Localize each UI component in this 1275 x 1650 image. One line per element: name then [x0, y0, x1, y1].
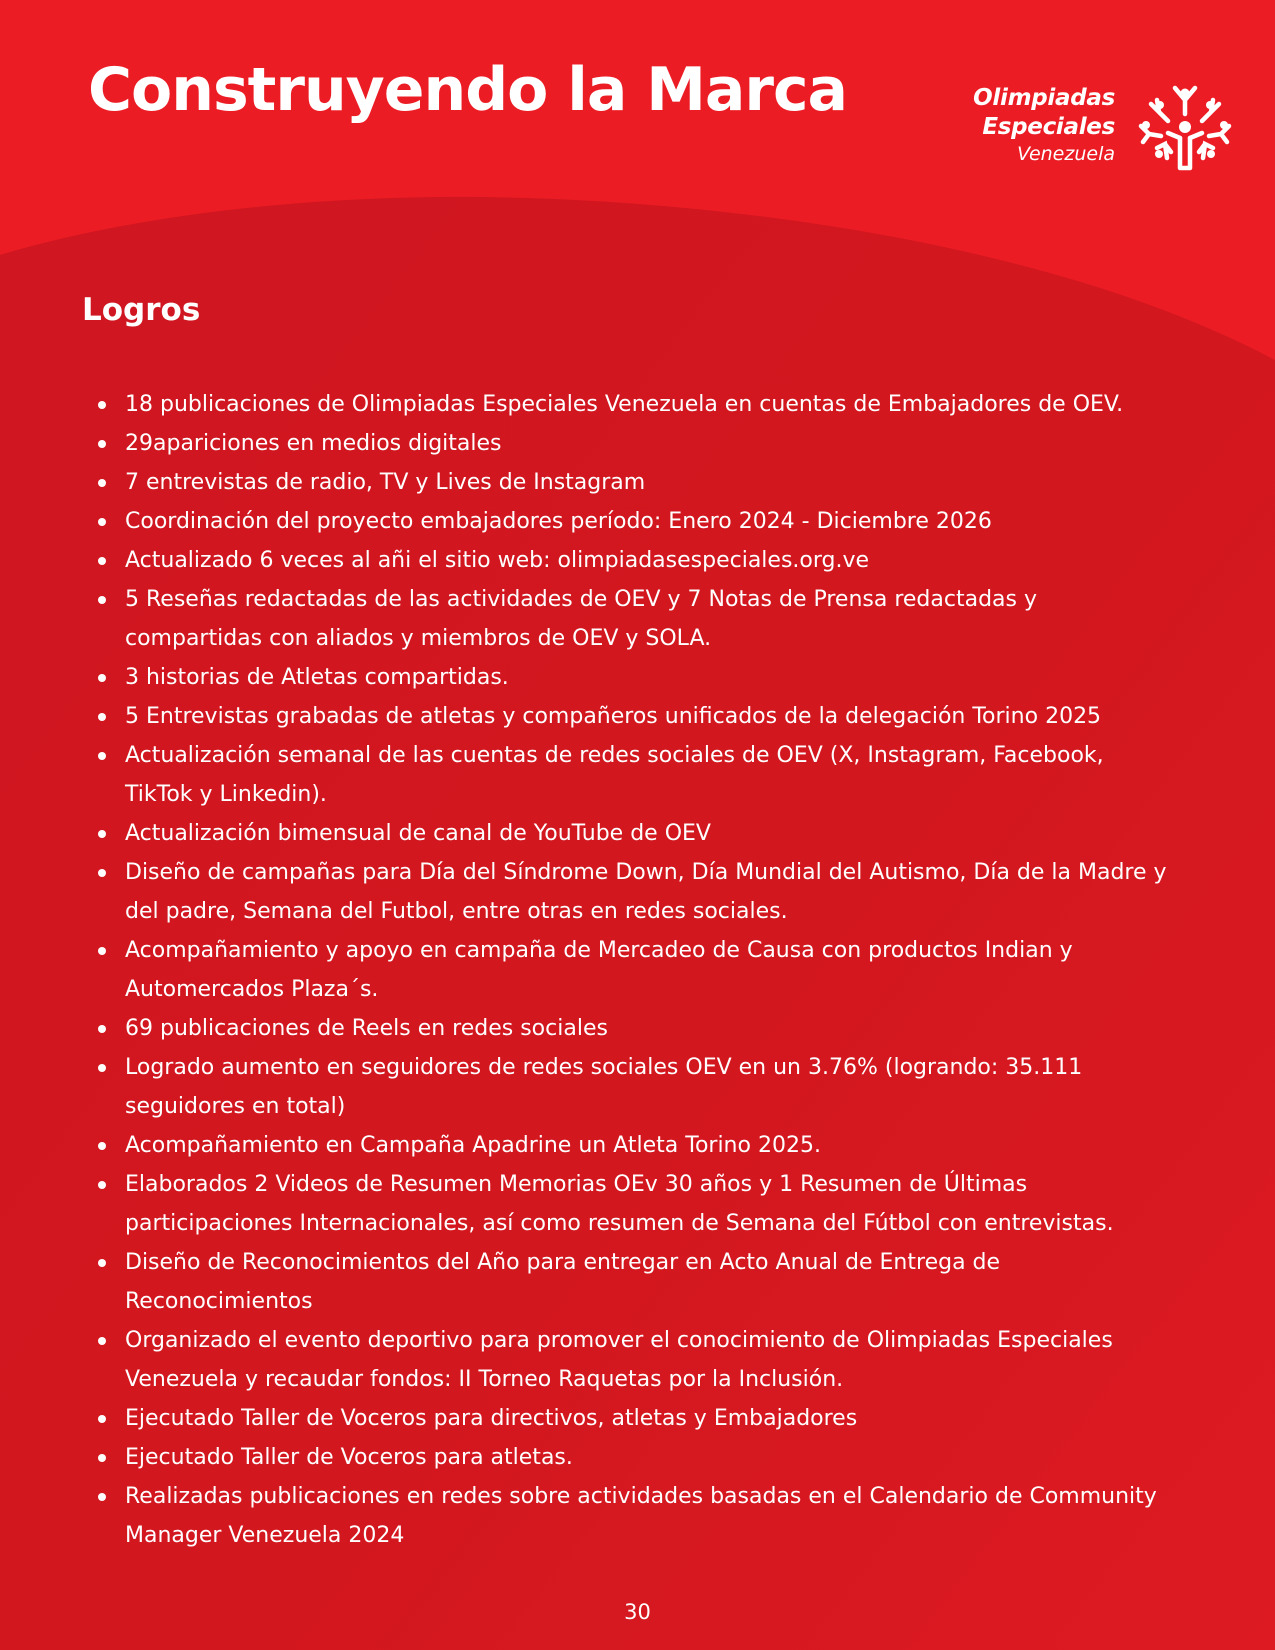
list-item [95, 853, 1175, 931]
logo-wordmark [973, 84, 1115, 166]
list-item-text: Ejecutado Taller de Voceros para directivos, atletas y Embajadores [125, 1406, 858, 1431]
list-item-text: 29apariciones en medios digitales [125, 431, 502, 456]
logo-country: Venezuela [1017, 143, 1115, 165]
list-item [95, 1243, 1175, 1321]
bullet-icon [98, 1142, 106, 1150]
list-item [95, 1399, 1175, 1438]
list-item-text: Actualizado 6 veces al añi el sitio web: olimpiadasespeciales.org.ve [125, 548, 870, 573]
list-item-text: 18 publicaciones de Olimpiadas Especiales Venezuela en cuentas de Embajadores de OEV. [125, 392, 1124, 417]
bullet-icon [98, 1181, 106, 1189]
bullet-icon [98, 1259, 106, 1267]
bullet-icon [98, 401, 106, 409]
list-item [95, 658, 1175, 697]
bullet-icon [98, 869, 106, 877]
list-item-text: Actualización semanal de las cuentas de redes sociales de OEV (X, Instagram, Facebook, TikTok y Linkedin). [125, 743, 1104, 807]
bullet-icon [98, 1454, 106, 1462]
bullet-icon [98, 518, 106, 526]
list-item-text: Diseño de campañas para Día del Síndrome Down, Día Mundial del Autismo, Día de la Madre y del padre, Semana del Futbol, entre otras en redes sociales. [125, 860, 1167, 924]
bullet-icon [98, 440, 106, 448]
list-item [95, 1477, 1175, 1555]
list-item-text: 3 historias de Atletas compartidas. [125, 665, 509, 690]
bullet-icon [98, 1025, 106, 1033]
list-item [95, 502, 1175, 541]
list-item [95, 541, 1175, 580]
logo-line-2: Especiales [982, 114, 1115, 140]
list-item-text: Realizadas publicaciones en redes sobre actividades basadas en el Calendario de Community Manager Venezuela 2024 [125, 1484, 1157, 1548]
page-title: Construyendo la Marca [88, 55, 848, 125]
bullet-icon [98, 1337, 106, 1345]
list-item [95, 385, 1175, 424]
bullet-icon [98, 752, 106, 760]
bullet-icon [98, 557, 106, 565]
list-item [95, 1009, 1175, 1048]
list-item-text: 5 Entrevistas grabadas de atletas y compañeros unificados de la delegación Torino 2025 [125, 704, 1102, 729]
list-item [95, 580, 1175, 658]
list-item [95, 463, 1175, 502]
list-item-text: Coordinación del proyecto embajadores período: Enero 2024 - Diciembre 2026 [125, 509, 992, 534]
list-item-text: Elaborados 2 Videos de Resumen Memorias OEv 30 años y 1 Resumen de Últimas participaciones Internacionales, así como resumen de Semana del Fútbol con entrevistas. [125, 1172, 1114, 1236]
list-item [95, 697, 1175, 736]
achievements-list [95, 385, 1175, 1555]
list-item [95, 1321, 1175, 1399]
list-item [95, 931, 1175, 1009]
list-item-text: Organizado el evento deportivo para promover el conocimiento de Olimpiadas Especiales Venezuela y recaudar fondos: II Torneo Raquetas por la Inclusión. [125, 1328, 1113, 1392]
list-item-text: 5 Reseñas redactadas de las actividades de OEV y 7 Notas de Prensa redactadas y compartidas con aliados y miembros de OEV y SOLA. [125, 587, 1037, 651]
list-item-text: Acompañamiento en Campaña Apadrine un Atleta Torino 2025. [125, 1133, 821, 1158]
list-item-text: Acompañamiento y apoyo en campaña de Mercadeo de Causa con productos Indian y Automercados Plaza´s. [125, 938, 1073, 1002]
bullet-icon [98, 1493, 106, 1501]
section-title: Logros [82, 292, 201, 328]
list-item-text: 69 publicaciones de Reels en redes sociales [125, 1016, 608, 1041]
special-olympics-figure-icon [1135, 78, 1235, 178]
list-item [95, 1438, 1175, 1477]
list-item [95, 424, 1175, 463]
bullet-icon [98, 713, 106, 721]
organization-logo [935, 78, 1235, 178]
list-item-text: 7 entrevistas de radio, TV y Lives de Instagram [125, 470, 646, 495]
bullet-icon [98, 596, 106, 604]
bullet-icon [98, 947, 106, 955]
list-item-text: Actualización bimensual de canal de YouTube de OEV [125, 821, 711, 846]
logo-line-1: Olimpiadas [973, 85, 1115, 111]
page-number: 30 [624, 1600, 651, 1624]
list-item [95, 736, 1175, 814]
bullet-icon [98, 674, 106, 682]
list-item [95, 814, 1175, 853]
list-item [95, 1165, 1175, 1243]
list-item [95, 1048, 1175, 1126]
bullet-icon [98, 1415, 106, 1423]
bullet-icon [98, 479, 106, 487]
list-item [95, 1126, 1175, 1165]
list-item-text: Ejecutado Taller de Voceros para atletas. [125, 1445, 573, 1470]
list-item-text: Diseño de Reconocimientos del Año para entregar en Acto Anual de Entrega de Reconocimientos [125, 1250, 1001, 1314]
list-item-text: Logrado aumento en seguidores de redes sociales OEV en un 3.76% (logrando: 35.111 seguidores en total) [125, 1055, 1083, 1119]
bullet-icon [98, 1064, 106, 1072]
bullet-icon [98, 830, 106, 838]
